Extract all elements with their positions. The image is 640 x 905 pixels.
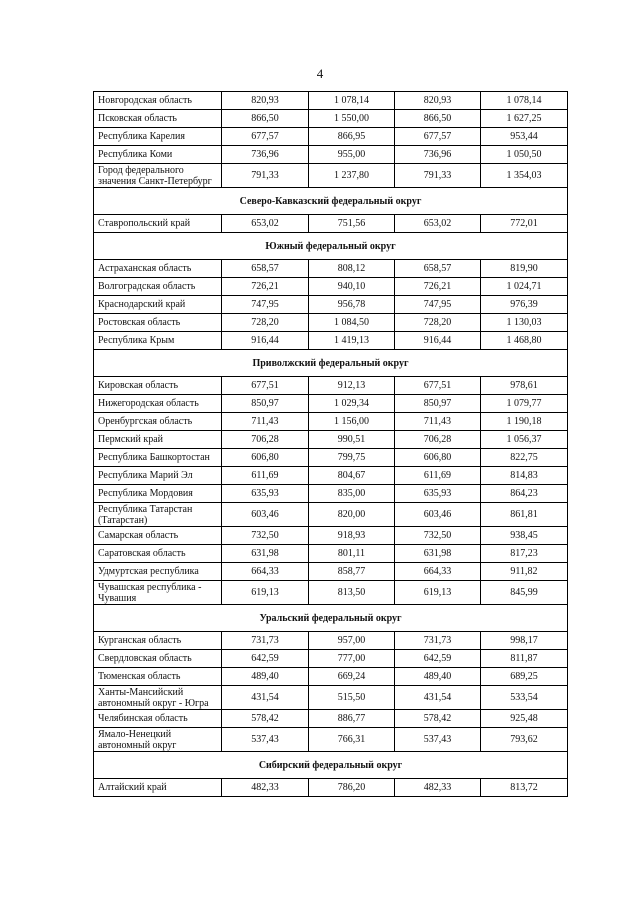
district-name: Северо-Кавказский федеральный округ bbox=[94, 188, 568, 215]
district-header-row bbox=[94, 188, 568, 215]
value-cell-3: 664,33 bbox=[395, 563, 481, 581]
district-name: Южный федеральный округ bbox=[94, 233, 568, 260]
value-cell-1: 866,50 bbox=[222, 110, 309, 128]
table-row bbox=[94, 377, 568, 395]
value-cell-2: 813,50 bbox=[309, 581, 395, 605]
value-cell-1: 658,57 bbox=[222, 260, 309, 278]
value-cell-4: 793,62 bbox=[481, 728, 568, 752]
region-name: Республика Марий Эл bbox=[94, 467, 222, 485]
value-cell-4: 811,87 bbox=[481, 650, 568, 668]
value-cell-2: 955,00 bbox=[309, 146, 395, 164]
value-cell-2: 1 078,14 bbox=[309, 92, 395, 110]
district-header-row bbox=[94, 233, 568, 260]
value-cell-3: 791,33 bbox=[395, 164, 481, 188]
table-row bbox=[94, 563, 568, 581]
value-cell-1: 606,80 bbox=[222, 449, 309, 467]
region-name: Астраханская область bbox=[94, 260, 222, 278]
value-cell-3: 489,40 bbox=[395, 668, 481, 686]
value-cell-2: 820,00 bbox=[309, 503, 395, 527]
value-cell-4: 861,81 bbox=[481, 503, 568, 527]
table-row bbox=[94, 296, 568, 314]
table-row bbox=[94, 545, 568, 563]
region-name: Псковская область bbox=[94, 110, 222, 128]
value-cell-2: 918,93 bbox=[309, 527, 395, 545]
value-cell-3: 631,98 bbox=[395, 545, 481, 563]
value-cell-4: 938,45 bbox=[481, 527, 568, 545]
value-cell-3: 820,93 bbox=[395, 92, 481, 110]
table-row bbox=[94, 467, 568, 485]
table-row bbox=[94, 128, 568, 146]
region-name: Волгоградская область bbox=[94, 278, 222, 296]
value-cell-4: 998,17 bbox=[481, 632, 568, 650]
table-row bbox=[94, 110, 568, 128]
value-cell-2: 808,12 bbox=[309, 260, 395, 278]
value-cell-4: 822,75 bbox=[481, 449, 568, 467]
value-cell-2: 801,11 bbox=[309, 545, 395, 563]
value-cell-1: 489,40 bbox=[222, 668, 309, 686]
table-row bbox=[94, 686, 568, 710]
region-name: Ростовская область bbox=[94, 314, 222, 332]
value-cell-4: 845,99 bbox=[481, 581, 568, 605]
value-cell-4: 978,61 bbox=[481, 377, 568, 395]
value-cell-1: 611,69 bbox=[222, 467, 309, 485]
value-cell-3: 726,21 bbox=[395, 278, 481, 296]
region-name: Пермский край bbox=[94, 431, 222, 449]
table-row bbox=[94, 728, 568, 752]
regions-table-body bbox=[94, 92, 568, 797]
district-header-row bbox=[94, 752, 568, 779]
value-cell-1: 635,93 bbox=[222, 485, 309, 503]
value-cell-2: 751,56 bbox=[309, 215, 395, 233]
value-cell-4: 1 078,14 bbox=[481, 92, 568, 110]
value-cell-4: 819,90 bbox=[481, 260, 568, 278]
value-cell-2: 1 029,34 bbox=[309, 395, 395, 413]
region-name: Кировская область bbox=[94, 377, 222, 395]
region-name: Ставропольский край bbox=[94, 215, 222, 233]
table-row bbox=[94, 779, 568, 797]
value-cell-4: 1 050,50 bbox=[481, 146, 568, 164]
table-row bbox=[94, 395, 568, 413]
value-cell-3: 658,57 bbox=[395, 260, 481, 278]
table-row bbox=[94, 632, 568, 650]
value-cell-4: 1 468,80 bbox=[481, 332, 568, 350]
value-cell-3: 578,42 bbox=[395, 710, 481, 728]
value-cell-1: 603,46 bbox=[222, 503, 309, 527]
district-name: Уральский федеральный округ bbox=[94, 605, 568, 632]
value-cell-1: 791,33 bbox=[222, 164, 309, 188]
region-name: Город федерального значения Санкт-Петербург bbox=[94, 164, 222, 188]
value-cell-2: 799,75 bbox=[309, 449, 395, 467]
region-name: Республика Крым bbox=[94, 332, 222, 350]
value-cell-2: 515,50 bbox=[309, 686, 395, 710]
district-name: Приволжский федеральный округ bbox=[94, 350, 568, 377]
value-cell-3: 677,57 bbox=[395, 128, 481, 146]
table-row bbox=[94, 146, 568, 164]
value-cell-2: 786,20 bbox=[309, 779, 395, 797]
value-cell-2: 1 237,80 bbox=[309, 164, 395, 188]
value-cell-2: 804,67 bbox=[309, 467, 395, 485]
regions-table bbox=[93, 91, 568, 797]
table-row bbox=[94, 332, 568, 350]
table-row bbox=[94, 650, 568, 668]
value-cell-3: 677,51 bbox=[395, 377, 481, 395]
value-cell-3: 731,73 bbox=[395, 632, 481, 650]
region-name: Удмуртская республика bbox=[94, 563, 222, 581]
value-cell-1: 664,33 bbox=[222, 563, 309, 581]
region-name: Тюменская область bbox=[94, 668, 222, 686]
region-name: Республика Карелия bbox=[94, 128, 222, 146]
value-cell-4: 1 079,77 bbox=[481, 395, 568, 413]
value-cell-2: 777,00 bbox=[309, 650, 395, 668]
value-cell-4: 817,23 bbox=[481, 545, 568, 563]
value-cell-4: 1 056,37 bbox=[481, 431, 568, 449]
district-header-row bbox=[94, 605, 568, 632]
value-cell-3: 606,80 bbox=[395, 449, 481, 467]
region-name: Республика Башкортостан bbox=[94, 449, 222, 467]
value-cell-3: 619,13 bbox=[395, 581, 481, 605]
value-cell-1: 677,51 bbox=[222, 377, 309, 395]
value-cell-1: 747,95 bbox=[222, 296, 309, 314]
value-cell-4: 813,72 bbox=[481, 779, 568, 797]
region-name: Свердловская область bbox=[94, 650, 222, 668]
district-name: Сибирский федеральный округ bbox=[94, 752, 568, 779]
value-cell-3: 736,96 bbox=[395, 146, 481, 164]
value-cell-1: 711,43 bbox=[222, 413, 309, 431]
value-cell-1: 850,97 bbox=[222, 395, 309, 413]
value-cell-4: 689,25 bbox=[481, 668, 568, 686]
value-cell-2: 669,24 bbox=[309, 668, 395, 686]
value-cell-4: 814,83 bbox=[481, 467, 568, 485]
value-cell-4: 911,82 bbox=[481, 563, 568, 581]
table-row bbox=[94, 431, 568, 449]
page-number: 4 bbox=[316, 66, 324, 81]
table-row bbox=[94, 215, 568, 233]
table-row bbox=[94, 527, 568, 545]
value-cell-2: 957,00 bbox=[309, 632, 395, 650]
value-cell-1: 726,21 bbox=[222, 278, 309, 296]
value-cell-1: 431,54 bbox=[222, 686, 309, 710]
value-cell-2: 1 419,13 bbox=[309, 332, 395, 350]
value-cell-3: 611,69 bbox=[395, 467, 481, 485]
region-name: Нижегородская область bbox=[94, 395, 222, 413]
value-cell-3: 653,02 bbox=[395, 215, 481, 233]
value-cell-4: 1 024,71 bbox=[481, 278, 568, 296]
value-cell-2: 766,31 bbox=[309, 728, 395, 752]
value-cell-2: 990,51 bbox=[309, 431, 395, 449]
region-name: Курганская область bbox=[94, 632, 222, 650]
value-cell-2: 1 550,00 bbox=[309, 110, 395, 128]
value-cell-3: 747,95 bbox=[395, 296, 481, 314]
value-cell-1: 677,57 bbox=[222, 128, 309, 146]
region-name: Самарская область bbox=[94, 527, 222, 545]
region-name: Краснодарский край bbox=[94, 296, 222, 314]
value-cell-3: 732,50 bbox=[395, 527, 481, 545]
value-cell-3: 603,46 bbox=[395, 503, 481, 527]
table-row bbox=[94, 503, 568, 527]
table-row bbox=[94, 710, 568, 728]
value-cell-1: 731,73 bbox=[222, 632, 309, 650]
value-cell-4: 1 354,03 bbox=[481, 164, 568, 188]
value-cell-3: 635,93 bbox=[395, 485, 481, 503]
table-row bbox=[94, 164, 568, 188]
region-name: Чувашская республика - Чувашия bbox=[94, 581, 222, 605]
region-name: Ханты-Мансийский автономный округ - Югра bbox=[94, 686, 222, 710]
value-cell-1: 916,44 bbox=[222, 332, 309, 350]
value-cell-2: 1 156,00 bbox=[309, 413, 395, 431]
value-cell-4: 533,54 bbox=[481, 686, 568, 710]
table-row bbox=[94, 449, 568, 467]
value-cell-4: 1 130,03 bbox=[481, 314, 568, 332]
region-name: Челябинская область bbox=[94, 710, 222, 728]
value-cell-1: 537,43 bbox=[222, 728, 309, 752]
region-name: Республика Татарстан (Татарстан) bbox=[94, 503, 222, 527]
value-cell-1: 653,02 bbox=[222, 215, 309, 233]
value-cell-1: 706,28 bbox=[222, 431, 309, 449]
value-cell-3: 642,59 bbox=[395, 650, 481, 668]
region-name: Оренбургская область bbox=[94, 413, 222, 431]
value-cell-3: 850,97 bbox=[395, 395, 481, 413]
value-cell-3: 866,50 bbox=[395, 110, 481, 128]
value-cell-3: 537,43 bbox=[395, 728, 481, 752]
value-cell-3: 482,33 bbox=[395, 779, 481, 797]
value-cell-2: 835,00 bbox=[309, 485, 395, 503]
district-header-row bbox=[94, 350, 568, 377]
value-cell-1: 619,13 bbox=[222, 581, 309, 605]
value-cell-2: 1 084,50 bbox=[309, 314, 395, 332]
table-row bbox=[94, 413, 568, 431]
value-cell-1: 631,98 bbox=[222, 545, 309, 563]
value-cell-3: 431,54 bbox=[395, 686, 481, 710]
value-cell-2: 956,78 bbox=[309, 296, 395, 314]
value-cell-1: 820,93 bbox=[222, 92, 309, 110]
value-cell-2: 886,77 bbox=[309, 710, 395, 728]
value-cell-4: 953,44 bbox=[481, 128, 568, 146]
value-cell-1: 732,50 bbox=[222, 527, 309, 545]
table-row bbox=[94, 278, 568, 296]
table-row bbox=[94, 314, 568, 332]
value-cell-1: 482,33 bbox=[222, 779, 309, 797]
value-cell-3: 916,44 bbox=[395, 332, 481, 350]
region-name: Республика Коми bbox=[94, 146, 222, 164]
value-cell-4: 976,39 bbox=[481, 296, 568, 314]
value-cell-4: 1 627,25 bbox=[481, 110, 568, 128]
region-name: Республика Мордовия bbox=[94, 485, 222, 503]
region-name: Саратовская область bbox=[94, 545, 222, 563]
region-name: Ямало-Ненецкий автономный округ bbox=[94, 728, 222, 752]
region-name: Алтайский край bbox=[94, 779, 222, 797]
value-cell-3: 711,43 bbox=[395, 413, 481, 431]
value-cell-1: 578,42 bbox=[222, 710, 309, 728]
value-cell-3: 706,28 bbox=[395, 431, 481, 449]
table-row bbox=[94, 668, 568, 686]
value-cell-4: 772,01 bbox=[481, 215, 568, 233]
value-cell-2: 940,10 bbox=[309, 278, 395, 296]
value-cell-1: 736,96 bbox=[222, 146, 309, 164]
table-row bbox=[94, 581, 568, 605]
value-cell-1: 728,20 bbox=[222, 314, 309, 332]
value-cell-4: 864,23 bbox=[481, 485, 568, 503]
value-cell-1: 642,59 bbox=[222, 650, 309, 668]
table-row bbox=[94, 260, 568, 278]
region-name: Новгородская область bbox=[94, 92, 222, 110]
table-row bbox=[94, 485, 568, 503]
value-cell-4: 1 190,18 bbox=[481, 413, 568, 431]
value-cell-3: 728,20 bbox=[395, 314, 481, 332]
table-row bbox=[94, 92, 568, 110]
value-cell-2: 866,95 bbox=[309, 128, 395, 146]
value-cell-4: 925,48 bbox=[481, 710, 568, 728]
value-cell-2: 912,13 bbox=[309, 377, 395, 395]
value-cell-2: 858,77 bbox=[309, 563, 395, 581]
